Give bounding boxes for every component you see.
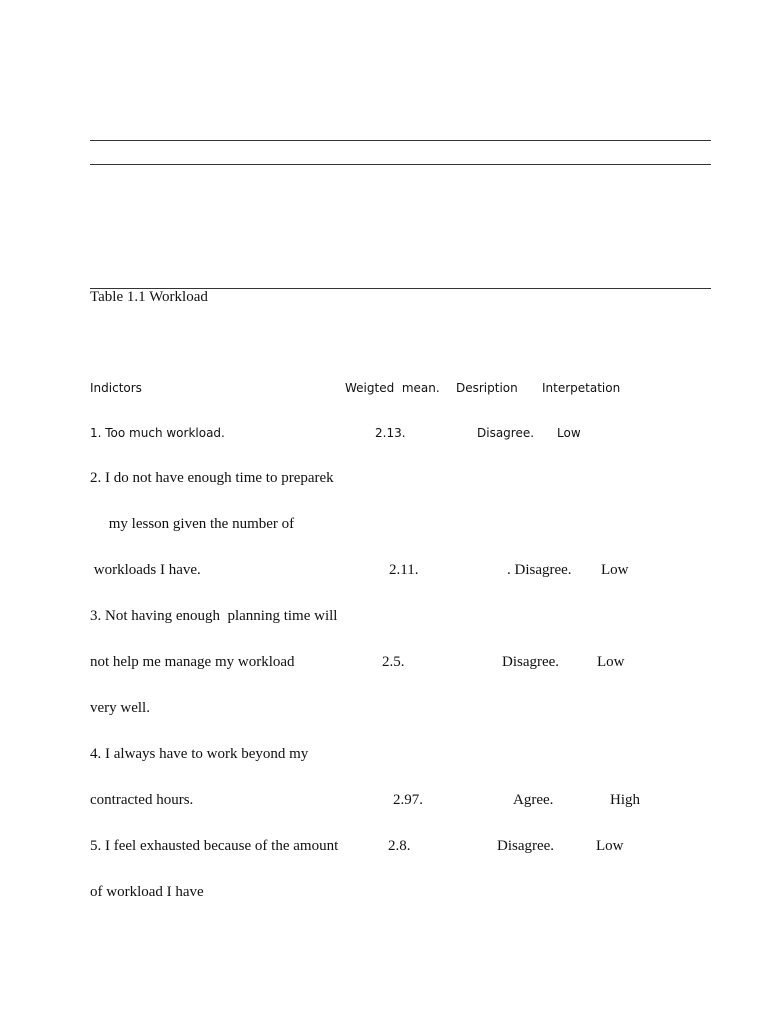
header-description: Desription: [456, 381, 518, 395]
row-3-interpretation: Low: [597, 654, 625, 670]
row-2-mean: 2.11.: [389, 562, 419, 578]
row-2-interpretation: Low: [601, 562, 629, 578]
row-2-indicator-line-1: 2. I do not have enough time to preparek: [90, 470, 334, 486]
row-3-indicator-line-1: 3. Not having enough planning time will: [90, 608, 338, 624]
row-5-interpretation: Low: [596, 838, 624, 854]
row-2-indicator-line-3: workloads I have.: [90, 562, 201, 578]
header-interpretation: Interpetation: [542, 381, 621, 395]
table-caption: Table 1.1 Workload: [90, 289, 208, 305]
row-1-interpretation: Low: [557, 426, 581, 440]
row-1-description: Disagree.: [477, 426, 535, 440]
header-indicators: Indictors: [90, 381, 142, 395]
row-5-description: Disagree.: [497, 838, 555, 854]
row-1-indicator: 1. Too much workload.: [90, 426, 225, 440]
row-3-description: Disagree.: [502, 654, 560, 670]
row-4-indicator-line-2: contracted hours.: [90, 792, 194, 808]
row-4-interpretation: High: [610, 792, 640, 808]
row-3-indicator-line-2: not help me manage my workload: [90, 654, 295, 670]
row-2-indicator-line-2: my lesson given the number of: [90, 516, 295, 532]
top-rule: [90, 140, 711, 141]
row-3-mean: 2.5.: [382, 654, 405, 670]
row-4-indicator-line-1: 4. I always have to work beyond my: [90, 746, 309, 762]
row-3-indicator-line-3: very well.: [90, 700, 150, 716]
row-5-mean: 2.8.: [388, 838, 411, 854]
row-2-description: . Disagree.: [507, 562, 572, 578]
header-weighted-mean: Weigted mean.: [345, 381, 440, 395]
row-5-indicator-line-1: 5. I feel exhausted because of the amount: [90, 838, 339, 854]
row-1-mean: 2.13.: [375, 426, 406, 440]
row-4-mean: 2.97.: [393, 792, 423, 808]
row-4-description: Agree.: [513, 792, 554, 808]
row-5-indicator-line-2: of workload I have: [90, 884, 204, 900]
second-rule: [90, 164, 711, 165]
